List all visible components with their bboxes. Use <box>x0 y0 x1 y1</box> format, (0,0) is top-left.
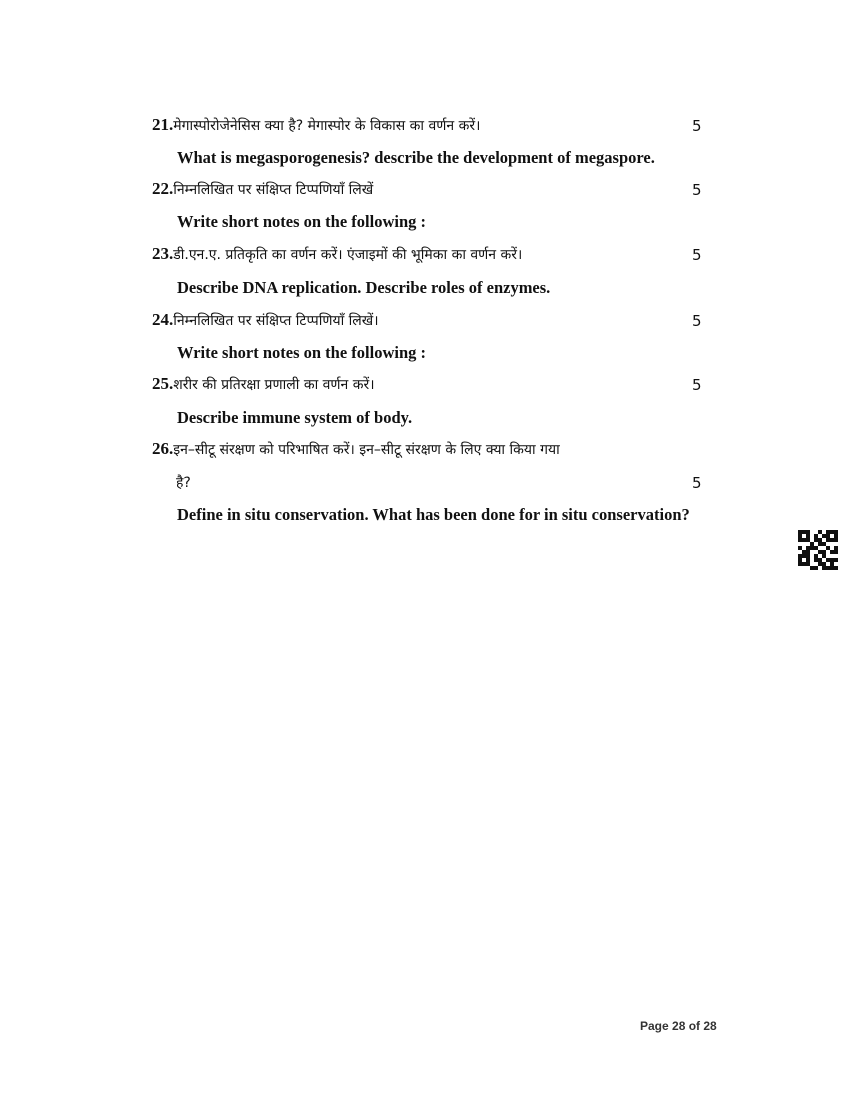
question-english: Describe DNA replication. Describe roles of enzymes. <box>177 278 551 297</box>
question-number: 21. <box>152 115 174 134</box>
question-hindi: डी.एन.ए. प्रतिकृति का वर्णन करें। एंजाइमों की भूमिका का वर्णन करें। <box>173 247 523 263</box>
question-hindi: मेगास्पोरोजेनेसिस क्या है? मेगास्पोर के विकास का वर्णन करें। <box>173 118 481 134</box>
question-english: Write short notes on the following : <box>177 212 427 231</box>
question-number: 24. <box>152 310 174 329</box>
marks: 5 <box>692 181 702 199</box>
page-number: Page 28 of 28 <box>640 1019 717 1033</box>
question-number: 22. <box>152 179 174 198</box>
question-hindi: निम्नलिखित पर संक्षिप्त टिप्पणियाँ लिखें <box>173 182 374 198</box>
question-hindi: शरीर की प्रतिरक्षा प्रणाली का वर्णन करें। <box>173 377 375 393</box>
marks: 5 <box>692 117 702 135</box>
marks: 5 <box>692 474 702 492</box>
marks: 5 <box>692 376 702 394</box>
question-english: Write short notes on the following : <box>177 343 427 362</box>
question-english: What is megasporogenesis? describe the development of megaspore. <box>177 148 655 167</box>
question-hindi: निम्नलिखित पर संक्षिप्त टिप्पणियाँ लिखें। <box>173 313 379 329</box>
marks: 5 <box>692 312 702 330</box>
question-number: 25. <box>152 374 174 393</box>
question-english: Describe immune system of body. <box>177 408 413 427</box>
qr-code <box>798 530 838 570</box>
question-number: 26. <box>152 439 174 458</box>
question-english: Define in situ conservation. What has been done for in situ conservation? <box>177 505 690 524</box>
marks: 5 <box>692 246 702 264</box>
question-number: 23. <box>152 244 174 263</box>
question-hindi-continued: है? <box>176 475 191 491</box>
question-hindi: इन–सीटू संरक्षण को परिभाषित करें। इन–सीटू संरक्षण के लिए क्या किया गया <box>173 442 560 458</box>
